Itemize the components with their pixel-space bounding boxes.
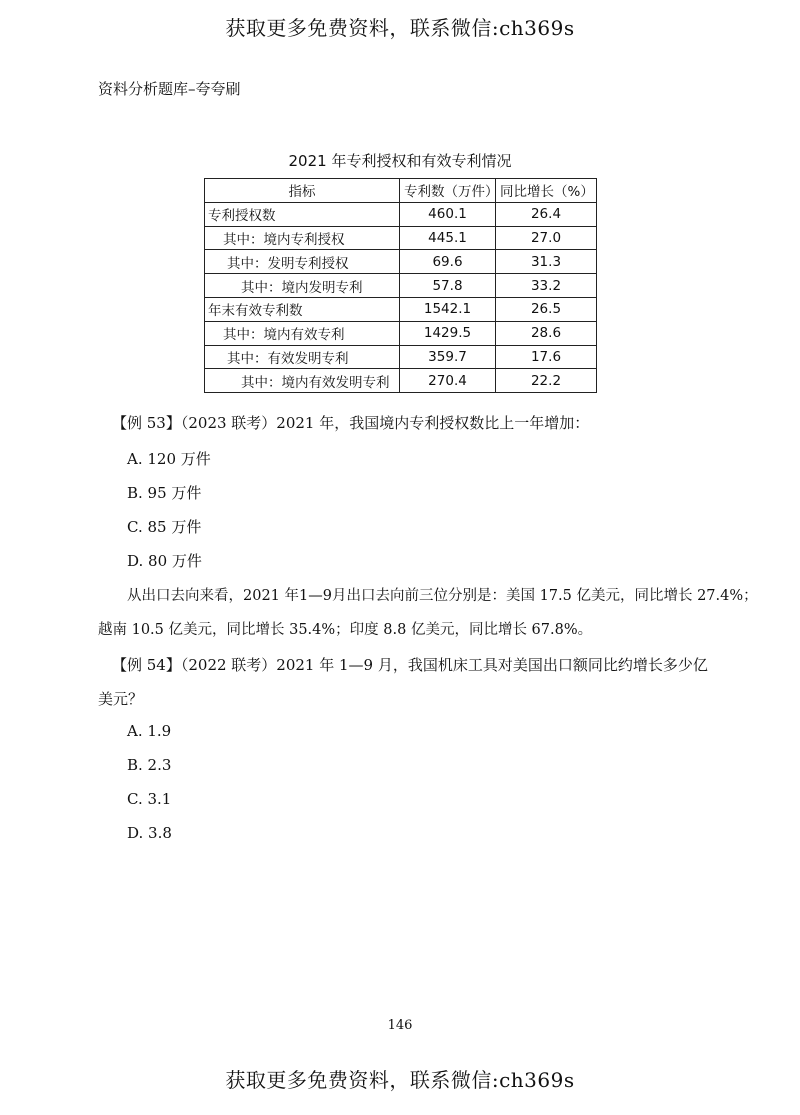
indicator-cell: 其中：境内有效专利: [205, 321, 400, 345]
count-cell: 69.6: [400, 250, 496, 274]
column-header-count: 专利数（万件）: [400, 179, 496, 203]
count-cell: 57.8: [400, 274, 496, 298]
table-row: [205, 321, 597, 345]
indicator-cell: 其中：境内发明专利: [205, 274, 400, 298]
indicator-cell: 其中：有效发明专利: [205, 345, 400, 369]
count-cell: 460.1: [400, 202, 496, 226]
indicator-cell: 其中：境内专利授权: [205, 226, 400, 250]
table-row: [205, 274, 597, 298]
table-header-row: [205, 179, 597, 203]
question-53-option-a: A. 120 万件: [127, 450, 211, 468]
growth-cell: 26.4: [496, 202, 597, 226]
column-header-indicator: 指标: [205, 179, 400, 203]
question-54-option-d: D. 3.8: [127, 824, 172, 842]
table-title: 2021 年专利授权和有效专利情况: [288, 152, 512, 170]
table-row: [205, 250, 597, 274]
question-54-stem-continued: 美元？: [98, 690, 144, 708]
indicator-cell: 专利授权数: [205, 202, 400, 226]
indicator-cell: 其中：境内有效发明专利: [205, 369, 400, 393]
subheader: 资料分析题库–夸夸刷: [98, 80, 241, 98]
bottom-banner: 获取更多免费资料，联系微信:ch369s: [225, 1068, 575, 1092]
question-54-stem: 【例 54】（2022 联考）2021 年 1—9 月，我国机床工具对美国出口额同比约增长多少亿: [112, 656, 708, 674]
count-cell: 1542.1: [400, 297, 496, 321]
count-cell: 1429.5: [400, 321, 496, 345]
page-number: 146: [387, 1018, 413, 1033]
column-header-growth: 同比增长（%）: [496, 179, 597, 203]
table-row: [205, 369, 597, 393]
question-53-option-b: B. 95 万件: [127, 484, 202, 502]
top-banner: 获取更多免费资料，联系微信:ch369s: [225, 16, 575, 40]
question-53-option-d: D. 80 万件: [127, 552, 202, 570]
growth-cell: 22.2: [496, 369, 597, 393]
count-cell: 359.7: [400, 345, 496, 369]
growth-cell: 27.0: [496, 226, 597, 250]
table-row: [205, 297, 597, 321]
question-54-option-b: B. 2.3: [127, 756, 172, 774]
growth-cell: 26.5: [496, 297, 597, 321]
passage-line-1: 从出口去向来看，2021 年1—9月出口去向前三位分别是：美国 17.5 亿美元，同比增长 27.4%；: [127, 588, 758, 604]
growth-cell: 17.6: [496, 345, 597, 369]
question-53-stem: 【例 53】（2023 联考）2021 年，我国境内专利授权数比上一年增加：: [112, 414, 590, 432]
count-cell: 270.4: [400, 369, 496, 393]
question-53-option-c: C. 85 万件: [127, 518, 202, 536]
passage-line-2: 越南 10.5 亿美元，同比增长 35.4%；印度 8.8 亿美元，同比增长 67.8%。: [98, 622, 593, 638]
question-54-option-a: A. 1.9: [127, 722, 172, 740]
table-row: [205, 345, 597, 369]
indicator-cell: 年末有效专利数: [205, 297, 400, 321]
question-54-option-c: C. 3.1: [127, 790, 172, 808]
table-row: [205, 202, 597, 226]
count-cell: 445.1: [400, 226, 496, 250]
table-row: [205, 226, 597, 250]
indicator-cell: 其中：发明专利授权: [205, 250, 400, 274]
growth-cell: 33.2: [496, 274, 597, 298]
growth-cell: 28.6: [496, 321, 597, 345]
growth-cell: 31.3: [496, 250, 597, 274]
patent-table: [204, 178, 597, 393]
